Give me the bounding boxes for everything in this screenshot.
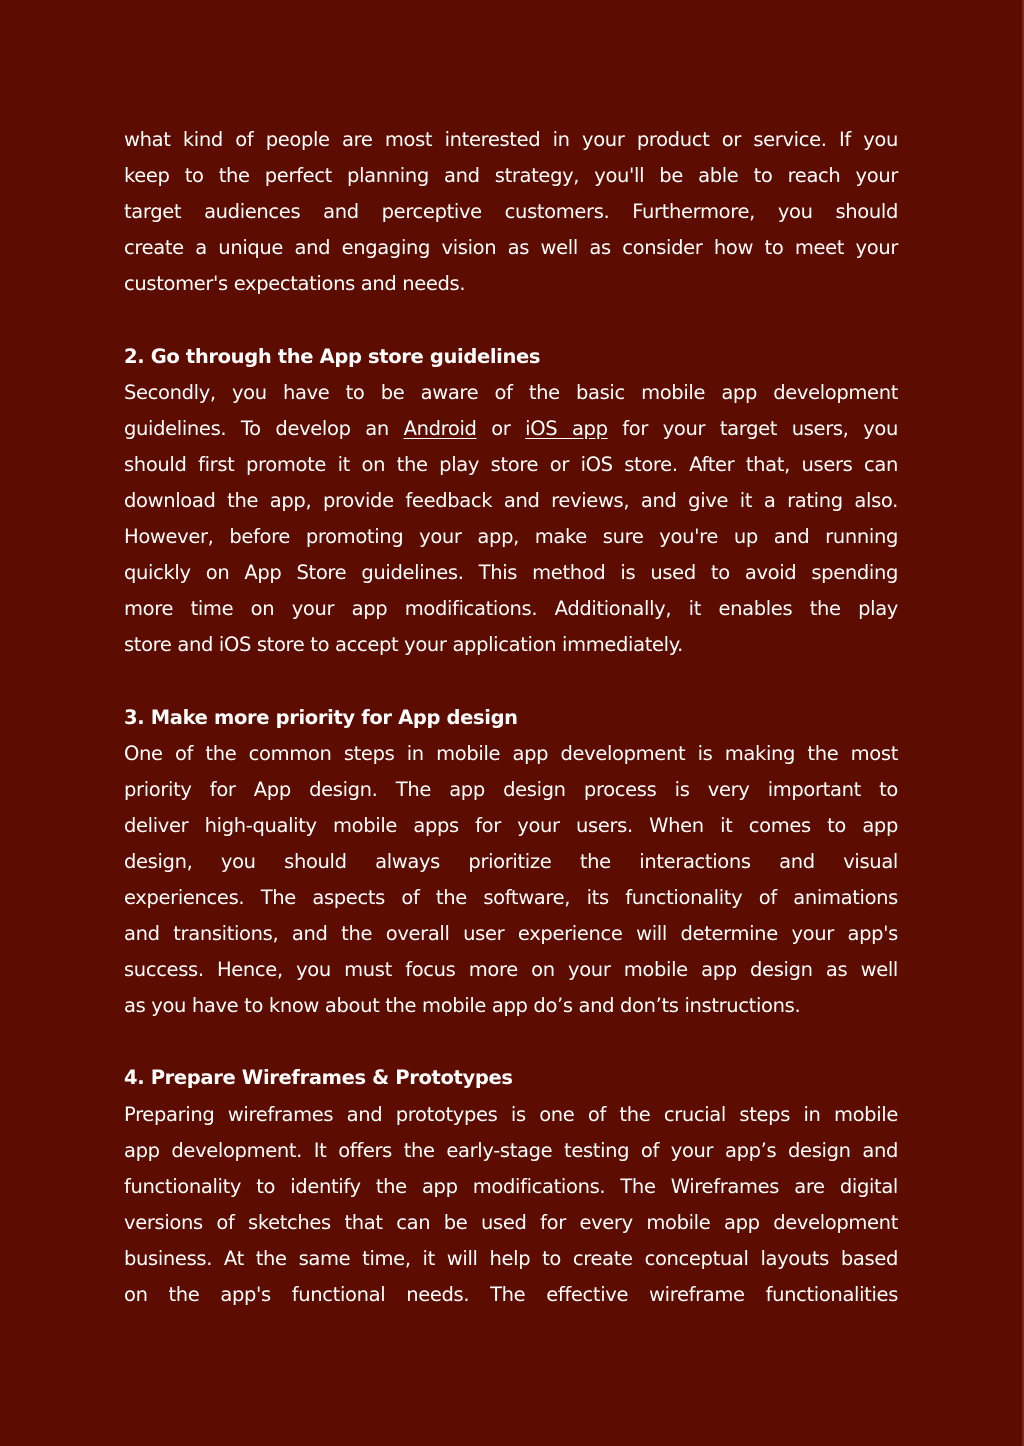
paragraph-gap [124,663,898,699]
text-line: Preparing wireframes and prototypes is one of the crucial steps in mobile [124,1102,898,1126]
text-line: keep to the perfect planning and strategy, you'll be able to reach your [124,164,898,188]
text-line: what kind of people are most interested in your product or service. If you [124,128,898,151]
text-line: experiences. The aspects of the software, its functionality of animations [124,885,898,909]
text-line: One of the common steps in mobile app development is making the most [124,741,898,765]
text-line: success. Hence, you must focus more on your mobile app design as well [124,958,898,982]
text-line: more time on your app modifications. Additionally, it enables the play [124,597,898,621]
text-line: design, you should always prioritize the interactions and visual [124,849,898,873]
section-app-store-guidelines [124,339,898,664]
intro-paragraph [124,122,898,302]
text-line: functionality to identify the app modifications. The Wireframes are digital [124,1174,898,1198]
section-wireframes-prototypes [124,1060,898,1313]
text-line: should first promote it on the play store or iOS store. After that, users can [124,452,898,476]
text-line: customer's expectations and needs. [124,272,466,296]
text-line: business. At the same time, it will help to create conceptual layouts based [124,1246,898,1270]
section-heading: 3. Make more priority for App design [124,705,518,729]
text-fragment: or [476,416,526,440]
document-body [124,122,898,1313]
section-heading: 2. Go through the App store guidelines [124,344,541,368]
text-fragment: for your target users, you [607,416,898,440]
section-heading: 4. Prepare Wireframes & Prototypes [124,1066,513,1090]
text-fragment: guidelines. To develop an [124,416,404,440]
text-line: store and iOS store to accept your application immediately. [124,633,683,657]
text-line: priority for App design. The app design process is very important to [124,777,898,801]
text-line: app development. It offers the early-stage testing of your app’s design and [124,1138,898,1162]
android-link[interactable]: Android [403,416,477,440]
ios-app-link[interactable]: iOS app [525,416,608,440]
text-line: However, before promoting your app, make sure you're up and running [124,525,898,549]
paragraph-gap [124,1024,898,1060]
text-line: download the app, provide feedback and reviews, and give it a rating also. [124,488,898,512]
paragraph-gap [124,302,898,338]
text-line: create a unique and engaging vision as well as consider how to meet your [124,236,898,260]
text-line: and transitions, and the overall user experience will determine your app's [124,922,898,946]
text-line: Secondly, you have to be aware of the basic mobile app development [124,380,898,404]
text-line: versions of sketches that can be used for every mobile app development [124,1210,898,1234]
text-line: target audiences and perceptive customers. Furthermore, you should [124,200,898,224]
text-line: quickly on App Store guidelines. This method is used to avoid spending [124,561,898,585]
text-line: on the app's functional needs. The effective wireframe functionalities [124,1283,898,1306]
section-app-design-priority [124,700,898,1025]
text-line: as you have to know about the mobile app do’s and don’ts instructions. [124,994,801,1018]
text-line-with-links [124,411,898,447]
text-line: deliver high-quality mobile apps for your users. When it comes to app [124,813,898,837]
